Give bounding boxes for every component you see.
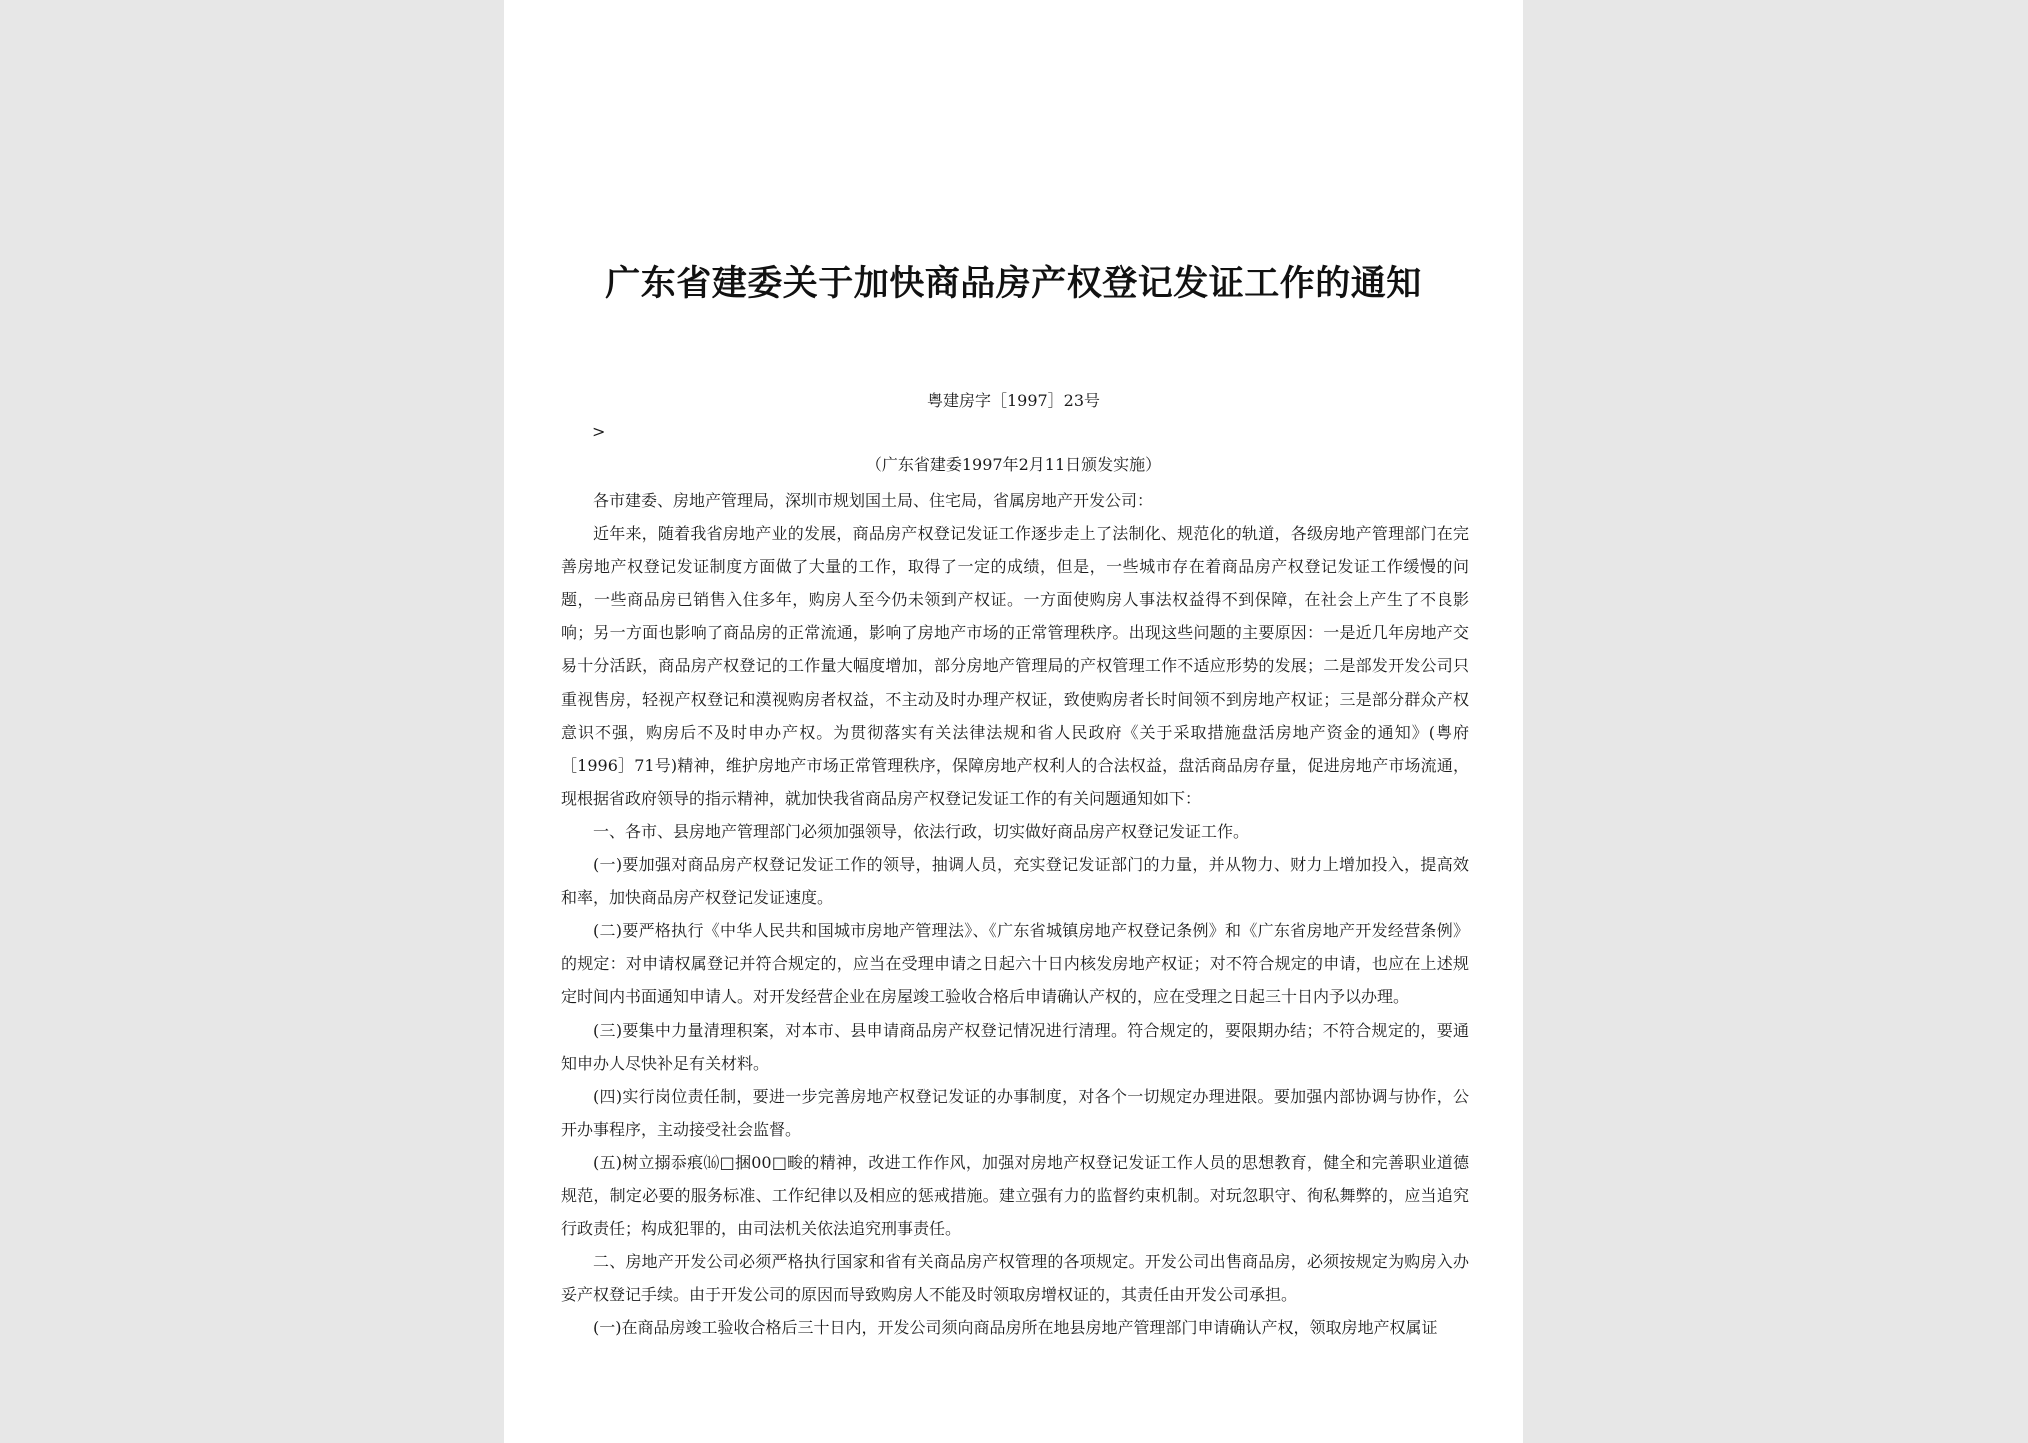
paragraph-intro: 近年来，随着我省房地产业的发展，商品房产权登记发证工作逐步走上了法制化、规范化的轨道，各级房地产管理部门在完善房地产权登记发证制度方面做了大量的工作，取得了一定的成绩，但是，一些城市存在着商品房产权登记发证工作缓慢的问题，一些商品房已销售入住多年，购房人至今仍未领到产权证。一方面使购房人事法权益得不到保障，在社会上产生了不良影响；另一方面也影响了商品房的正常流通，影响了房地产市场的正常管理秩序。出现这些问题的主要原因：一是近几年房地产交易十分活跃，商品房产权登记的工作量大幅度增加，部分房地产管理局的产权管理工作不适应形势的发展；二是部发开发公司只重视售房，轻视产权登记和漠视购房者权益，不主动及时办理产权证，致使购房者长时间领不到房地产权证；三是部分群众产权意识不强，购房后不及时申办产权。为贯彻落实有关法律法规和省人民政府《关于采取措施盘活房地产资金的通知》(粤府［1996］71号)精神，维护房地产市场正常管理秩序，保障房地产权利人的合法权益，盘活商品房存量，促进房地产市场流通，现根据省政府领导的指示精神，就加快我省商品房产权登记发证工作的有关问题通知如下： (561, 524, 1469, 808)
document-body (561, 484, 1469, 1344)
paragraph-1-5: (五)树立搦忝痮⒃□捆00□畯的精神，改进工作作风，加强对房地产权登记发证工作人员的思想教育，健全和完善职业道德规范，制定必要的服务标准、工作纪律以及相应的惩戒措施。建立强有力的监督约束机制。对玩忽职守、徇私舞弊的，应当追究行政责任；构成犯罪的，由司法机关依法追究刑事责任。 (561, 1152, 1469, 1239)
document-number: 粤建房字［1997］23号 (926, 391, 1101, 410)
paragraph-1-3: (三)要集中力量清理积案，对本市、县申请商品房产权登记情况进行清理。符合规定的，要限期办结；不符合规定的，要通知申办人尽快补足有关材料。 (561, 1020, 1469, 1073)
paragraph-1-4: (四)实行岗位责任制，要进一步完善房地产权登记发证的办事制度，对各个一切规定办理进限。要加强内部协调与协作，公开办事程序，主动接受社会监督。 (561, 1086, 1469, 1139)
section-heading-2: 二、房地产开发公司必须严格执行国家和省有关商品房产权管理的各项规定。开发公司出售商品房，必须按规定为购房入办妥产权登记手续。由于开发公司的原因而导致购房人不能及时领取房增权证的，其责任由开发公司承担。 (561, 1252, 1469, 1305)
paragraph-1-2: (二)要严格执行《中华人民共和国城市房地产管理法》、《广东省城镇房地产权登记条例》和《广东省房地产开发经营条例》的规定：对申请权属登记并符合规定的，应当在受理申请之日起六十日内核发房地产权证；对不符合规定的申请，也应在上述规定时间内书面通知申请人。对开发经营企业在房屋竣工验收合格后申请确认产权的，应在受理之日起三十日内予以办理。 (561, 921, 1469, 1007)
issue-note: （广东省建委1997年2月11日颁发实施） (865, 455, 1162, 474)
document-title: 广东省建委关于加快商品房产权登记发证工作的通知 (605, 263, 1422, 304)
section-heading-1: 一、各市、县房地产管理部门必须加强领导，依法行政，切实做好商品房产权登记发证工作。 (593, 821, 1250, 841)
stray-mark: > (592, 422, 606, 441)
paragraph-1-1: (一)要加强对商品房产权登记发证工作的领导，抽调人员，充实登记发证部门的力量，并从物力、财力上增加投入，提高效和率，加快商品房产权登记发证速度。 (561, 855, 1469, 908)
salutation: 各市建委、房地产管理局，深圳市规划国土局、住宅局，省属房地产开发公司： (593, 491, 1154, 510)
paragraph-2-1: (一)在商品房竣工验收合格后三十日内，开发公司须向商品房所在地县房地产管理部门申请确认产权，领取房地产权属证 (593, 1318, 1438, 1338)
document-page (504, 0, 1523, 1443)
